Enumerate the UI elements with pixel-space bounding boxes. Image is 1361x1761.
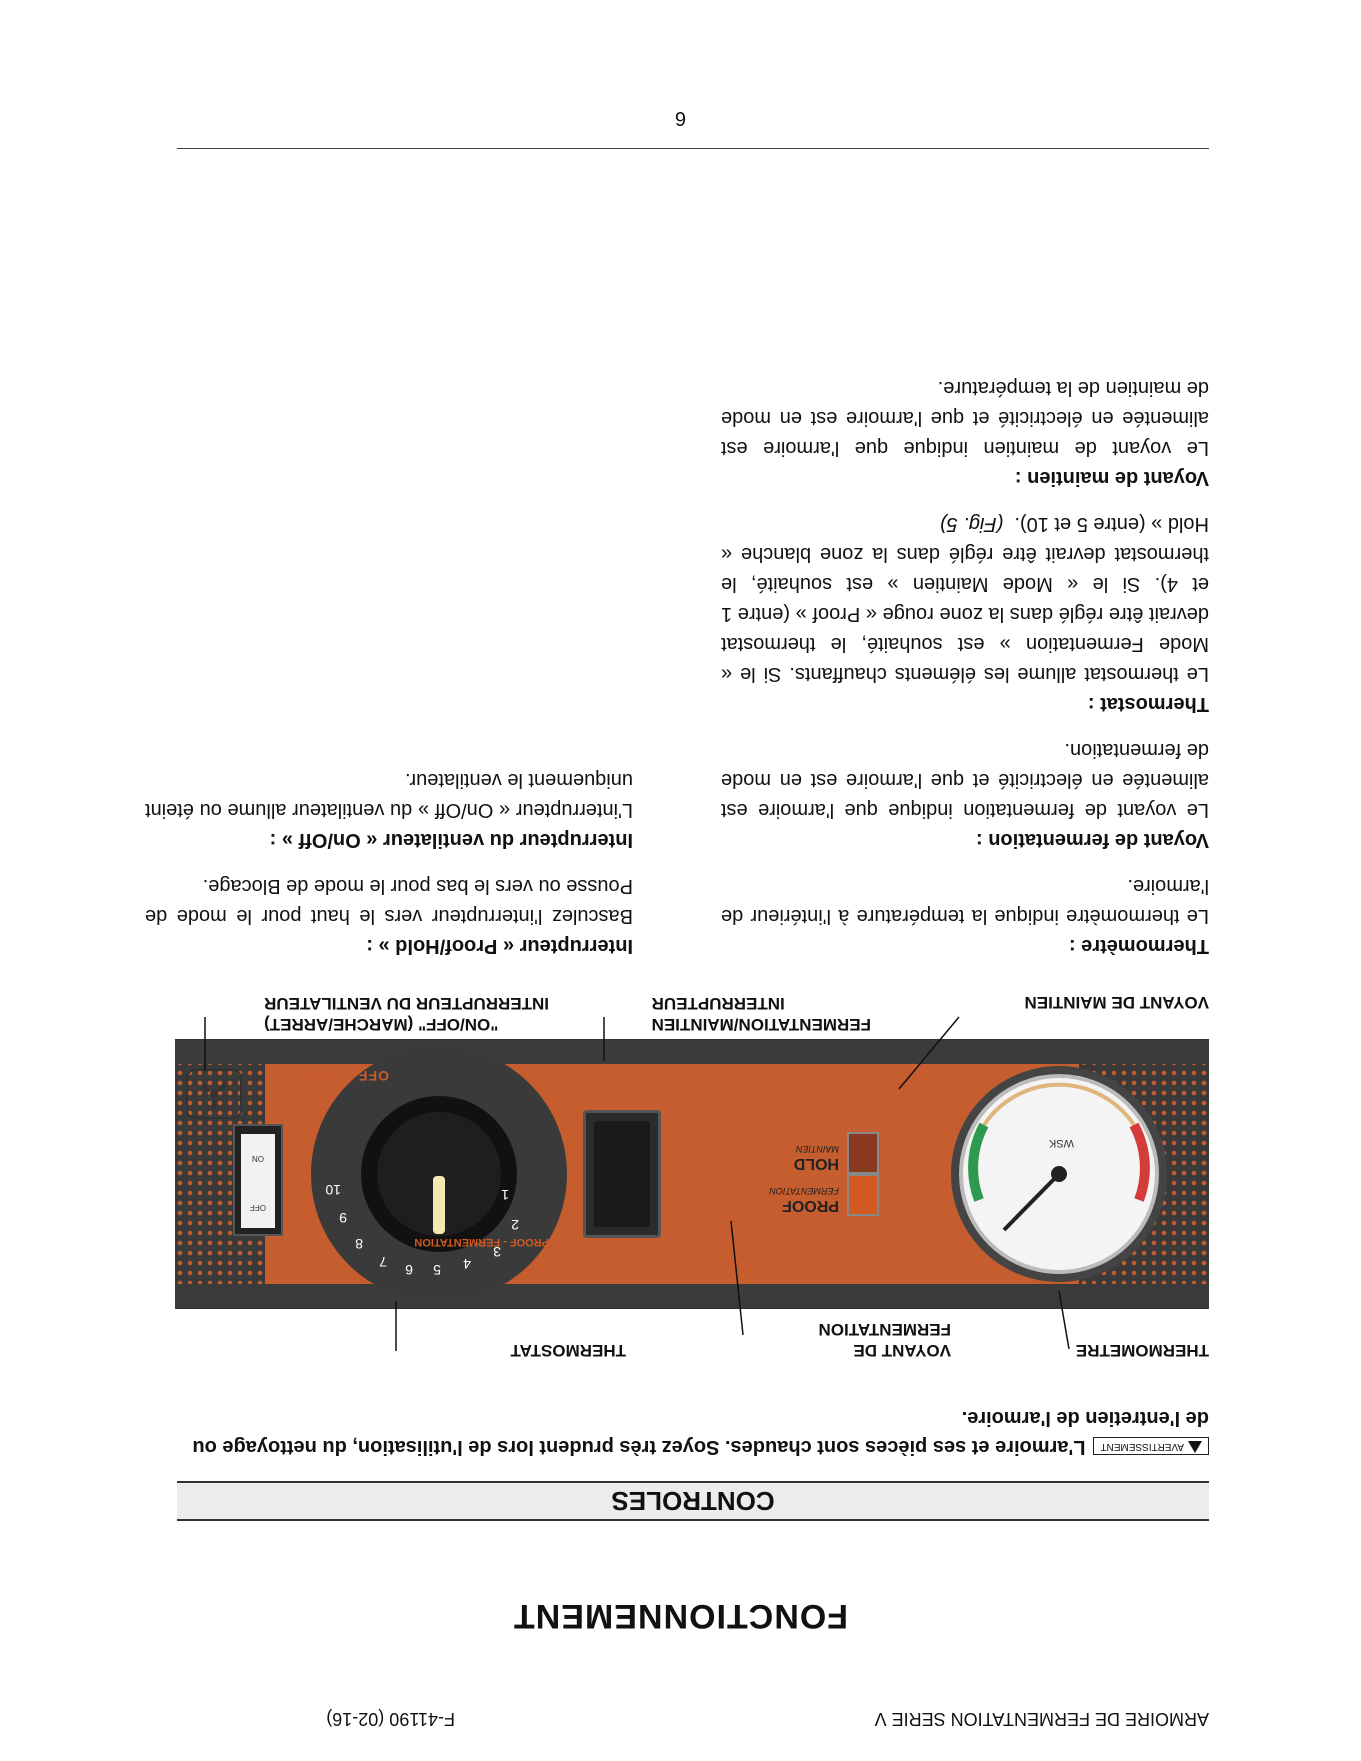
dial-number-4: 4 bbox=[463, 1256, 471, 1272]
label-interrupteur-ventilateur-line2: INTERRUPTEUR DU VENTILATEUR bbox=[264, 994, 549, 1013]
label-interrupteur-ventilateur bbox=[264, 993, 549, 1035]
maintien-label: MAINTIEN bbox=[795, 1144, 839, 1154]
fan-switch-on: ON bbox=[252, 1154, 264, 1163]
warning-text: L'armoire et ses pièces sont chaudes. Soyez très prudent lors de l'utilisation, du nettoyage ou de l'entretien de l'armoire. bbox=[192, 1407, 1209, 1458]
fermentation-label: FERMENTATION bbox=[769, 1186, 839, 1196]
dial-number-9: 9 bbox=[339, 1210, 347, 1226]
page-title: FONCTIONNEMENT bbox=[512, 1597, 849, 1635]
label-interrupteur-ventilateur-line1: "ON/OFF" (MARCHE/ARRET) bbox=[264, 1015, 499, 1034]
proof-hold-text: Basculez l'interrupteur vers le haut pour le mode de Pousse ou vers le bas pour le mode de Blocage. bbox=[145, 875, 633, 927]
proof-hold-heading: Interrupteur « Proof/Hold » : bbox=[366, 935, 633, 957]
dial-number-8: 8 bbox=[355, 1236, 363, 1252]
voyant-fermentation-text: Le voyant de fermentation indique que l'armoire est alimentée en électricité et que l'armoire est en mode de fermentation. bbox=[721, 739, 1209, 821]
warning-block bbox=[177, 1403, 1209, 1461]
gauge-brand: WSK bbox=[1048, 1137, 1074, 1149]
fan-switch-heading: Interrupteur du ventilateur « On/Off » : bbox=[269, 829, 633, 851]
dial-number-10: 10 bbox=[325, 1182, 341, 1198]
dial-number-5: 5 bbox=[433, 1262, 441, 1278]
footer-rule bbox=[177, 148, 1209, 149]
thermostat-text bbox=[721, 509, 1209, 689]
dial-number-3: 3 bbox=[493, 1244, 501, 1260]
right-column bbox=[145, 765, 633, 961]
dial-ring-label: PROOF - FERMENTATION bbox=[414, 1236, 549, 1248]
warning-icon bbox=[1188, 1441, 1202, 1453]
label-thermostat: THERMOSTAT bbox=[510, 1341, 626, 1360]
label-interrupteur-fermentation bbox=[652, 993, 871, 1035]
dial-number-6: 6 bbox=[405, 1262, 413, 1278]
thermometre-text: Le thermomètre indique la température à l'intérieur de l'armoire. bbox=[721, 875, 1209, 927]
label-voyant-fermentation-line1: VOYANT DE bbox=[853, 1341, 951, 1360]
thermostat-body: Le thermostat allume les éléments chauffants. Si le « Mode Fermentation » est souhaité, le thermostat devrait être réglé dans la zone rouge « Proof » (entre 1 et 4). Si le « Mode Maintien » est souhaité, le thermostat devrait être réglé dans la zone blanche « Hold » (entre 5 et 10). bbox=[721, 513, 1209, 685]
label-voyant-maintien: VOYANT DE MAINTIEN bbox=[1024, 993, 1209, 1012]
voyant-fermentation-heading: Voyant de fermentation : bbox=[976, 829, 1209, 851]
dial-number-1: 1 bbox=[501, 1187, 509, 1203]
fan-switch-text: L'interrupteur « On/Off » du ventilateur allume ou éteint uniquement le ventilateur. bbox=[145, 769, 633, 821]
fan-switch-off: OFF bbox=[250, 1203, 266, 1212]
running-header-left: ARMOIRE DE FERMENTATION SERIE V bbox=[874, 1709, 1209, 1729]
dial-number-2: 2 bbox=[511, 1217, 519, 1233]
voyant-maintien-heading: Voyant de maintien : bbox=[1014, 467, 1209, 489]
callout-lines bbox=[175, 1011, 1209, 1371]
running-header-right: F-41190 (02-16) bbox=[326, 1709, 455, 1729]
voyant-maintien-text: Le voyant de maintien indique que l'armoire est alimentée en électricité et que l'armoire est en mode de maintien de la température. bbox=[721, 377, 1209, 459]
thermometre-heading: Thermomètre : bbox=[1068, 935, 1209, 957]
label-voyant-fermentation-line2: FERMENTATION bbox=[818, 1320, 951, 1339]
thermostat-heading: Thermostat : bbox=[1087, 693, 1209, 715]
warning-badge bbox=[1093, 1437, 1209, 1455]
label-interrupteur-fermentation-line2: INTERRUPTEUR bbox=[651, 994, 785, 1013]
off-label: OFF ARRET bbox=[300, 1068, 389, 1084]
page-number: 6 bbox=[674, 107, 687, 129]
warning-badge-text: AVERTISSEMENT bbox=[1100, 1441, 1184, 1453]
proof-label: PROOF bbox=[782, 1197, 839, 1214]
section-heading: CONTROLES bbox=[177, 1481, 1209, 1521]
dial-number-7: 7 bbox=[379, 1254, 387, 1270]
hold-label: HOLD bbox=[793, 1155, 839, 1172]
left-column bbox=[721, 373, 1209, 961]
thermostat-fig-ref: (Fig. 5) bbox=[939, 513, 1004, 535]
label-thermometre: THERMOMETRE bbox=[1075, 1341, 1209, 1360]
label-interrupteur-fermentation-line1: FERMENTATION/MAINTIEN bbox=[651, 1015, 871, 1034]
